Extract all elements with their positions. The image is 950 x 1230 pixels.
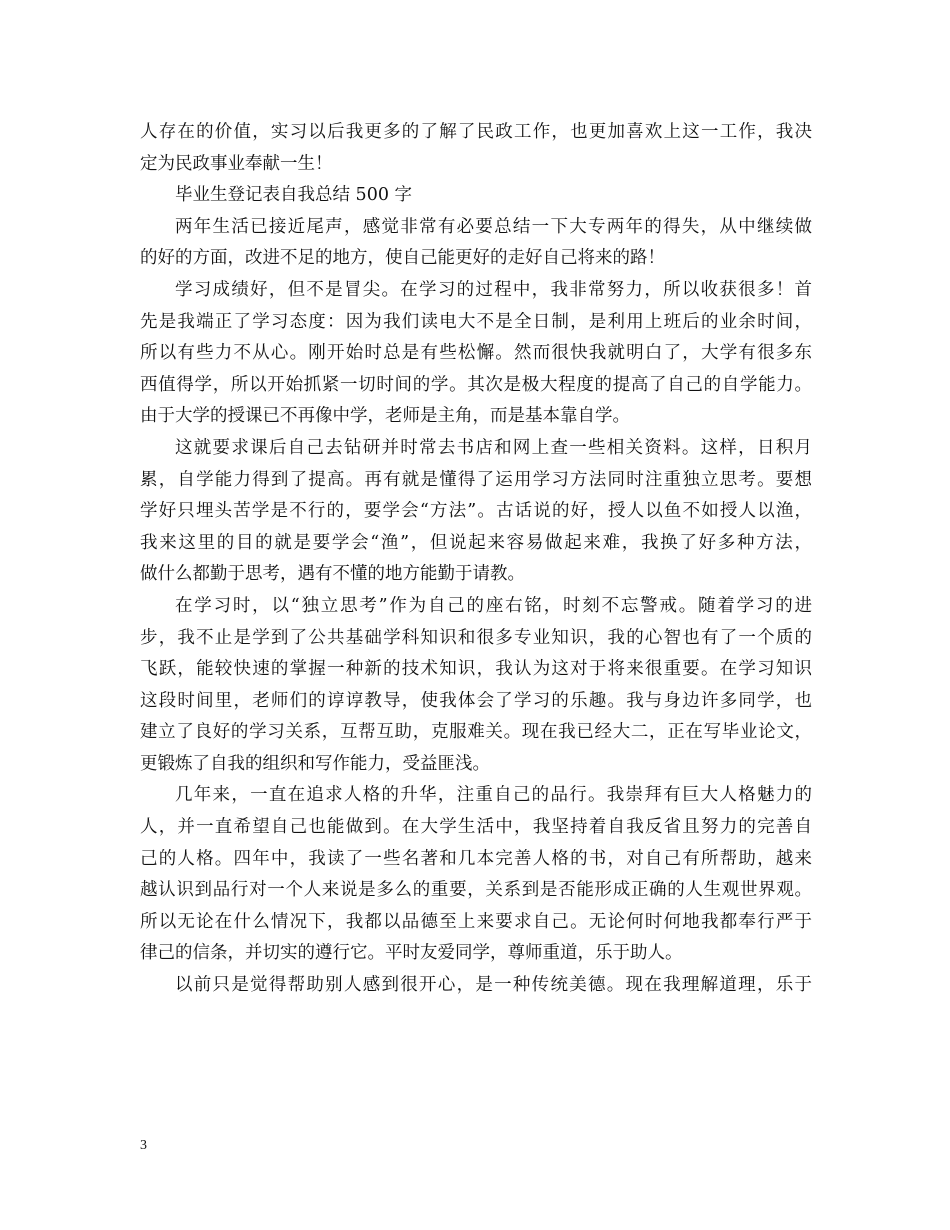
text-line: 累，自学能力得到了提高。再有就是懂得了运用学习方法同时注重独立思考。要想 — [140, 469, 812, 490]
text-line: 毕业生登记表自我总结 500 字 — [175, 185, 413, 206]
text-line: 定为民政事业奉献一生！ — [140, 153, 333, 174]
text-line: 由于大学的授课已不再像中学，老师是主角，而是基本靠自学。 — [140, 406, 630, 427]
text-line: 越认识到品行对一个人来说是多么的重要，关系到是否能形成正确的人生观世界观。 — [140, 880, 812, 901]
text-line: 这就要求课后自己去钻研并时常去书店和网上查一些相关资料。这样，日积月 — [175, 437, 812, 458]
text-line: 几年来，一直在追求人格的升华，注重自己的品行。我崇拜有巨大人格魅力的 — [175, 785, 812, 806]
body-text — [140, 117, 812, 1002]
text-line: 西值得学，所以开始抓紧一切时间的学。其次是极大程度的提高了自己的自学能力。 — [140, 374, 812, 395]
text-line: 两年生活已接近尾声，感觉非常有必要总结一下大专两年的得失，从中继续做 — [175, 216, 812, 237]
text-line: 人，并一直希望自己也能做到。在大学生活中，我坚持着自我反省且努力的完善自 — [140, 817, 812, 838]
text-line: 所以有些力不从心。刚开始时总是有些松懈。然而很快我就明白了，大学有很多东 — [140, 343, 812, 364]
text-line: 飞跃，能较快速的掌握一种新的技术知识，我认为这对于将来很重要。在学习知识 — [140, 659, 812, 680]
text-line: 步，我不止是学到了公共基础学科知识和很多专业知识，我的心智也有了一个质的 — [140, 627, 812, 648]
text-line: 我来这里的目的就是要学会“渔”，但说起来容易做起来难，我换了好多种方法， — [140, 532, 812, 553]
text-line: 先是我端正了学习态度：因为我们读电大不是全日制，是利用上班后的业余时间， — [140, 311, 812, 332]
text-line: 学习成绩好，但不是冒尖。在学习的过程中，我非常努力，所以收获很多！首 — [175, 279, 812, 300]
text-line: 所以无论在什么情况下，我都以品德至上来要求自己。无论何时何地我都奉行严于 — [140, 911, 812, 932]
text-line: 建立了良好的学习关系，互帮互助，克服难关。现在我已经大二，正在写毕业论文， — [140, 722, 812, 743]
text-line: 律己的信条，并切实的遵行它。平时友爱同学，尊师重道，乐于助人。 — [140, 943, 683, 964]
text-line: 更锻炼了自我的组织和写作能力，受益匪浅。 — [140, 753, 490, 774]
text-line: 做什么都勤于思考，遇有不懂的地方能勤于请教。 — [140, 564, 525, 585]
text-line: 在学习时，以“独立思考”作为自己的座右铭，时刻不忘警戒。随着学习的进 — [175, 595, 812, 616]
text-line: 以前只是觉得帮助别人感到很开心，是一种传统美德。现在我理解道理，乐于 — [175, 975, 812, 996]
page-number: 3 — [140, 1138, 147, 1153]
text-line: 的好的方面，改进不足的地方，使自己能更好的走好自己将来的路！ — [140, 248, 665, 269]
text-line: 己的人格。四年中，我读了一些名著和几本完善人格的书，对自己有所帮助，越来 — [140, 848, 812, 869]
text-line: 学好只埋头苦学是不行的，要学会“方法”。古话说的好，授人以鱼不如授人以渔， — [140, 501, 812, 522]
text-line: 这段时间里，老师们的谆谆教导，使我体会了学习的乐趣。我与身边许多同学，也 — [140, 690, 812, 711]
text-line: 人存在的价值，实习以后我更多的了解了民政工作，也更加喜欢上这一工作，我决 — [140, 122, 812, 142]
